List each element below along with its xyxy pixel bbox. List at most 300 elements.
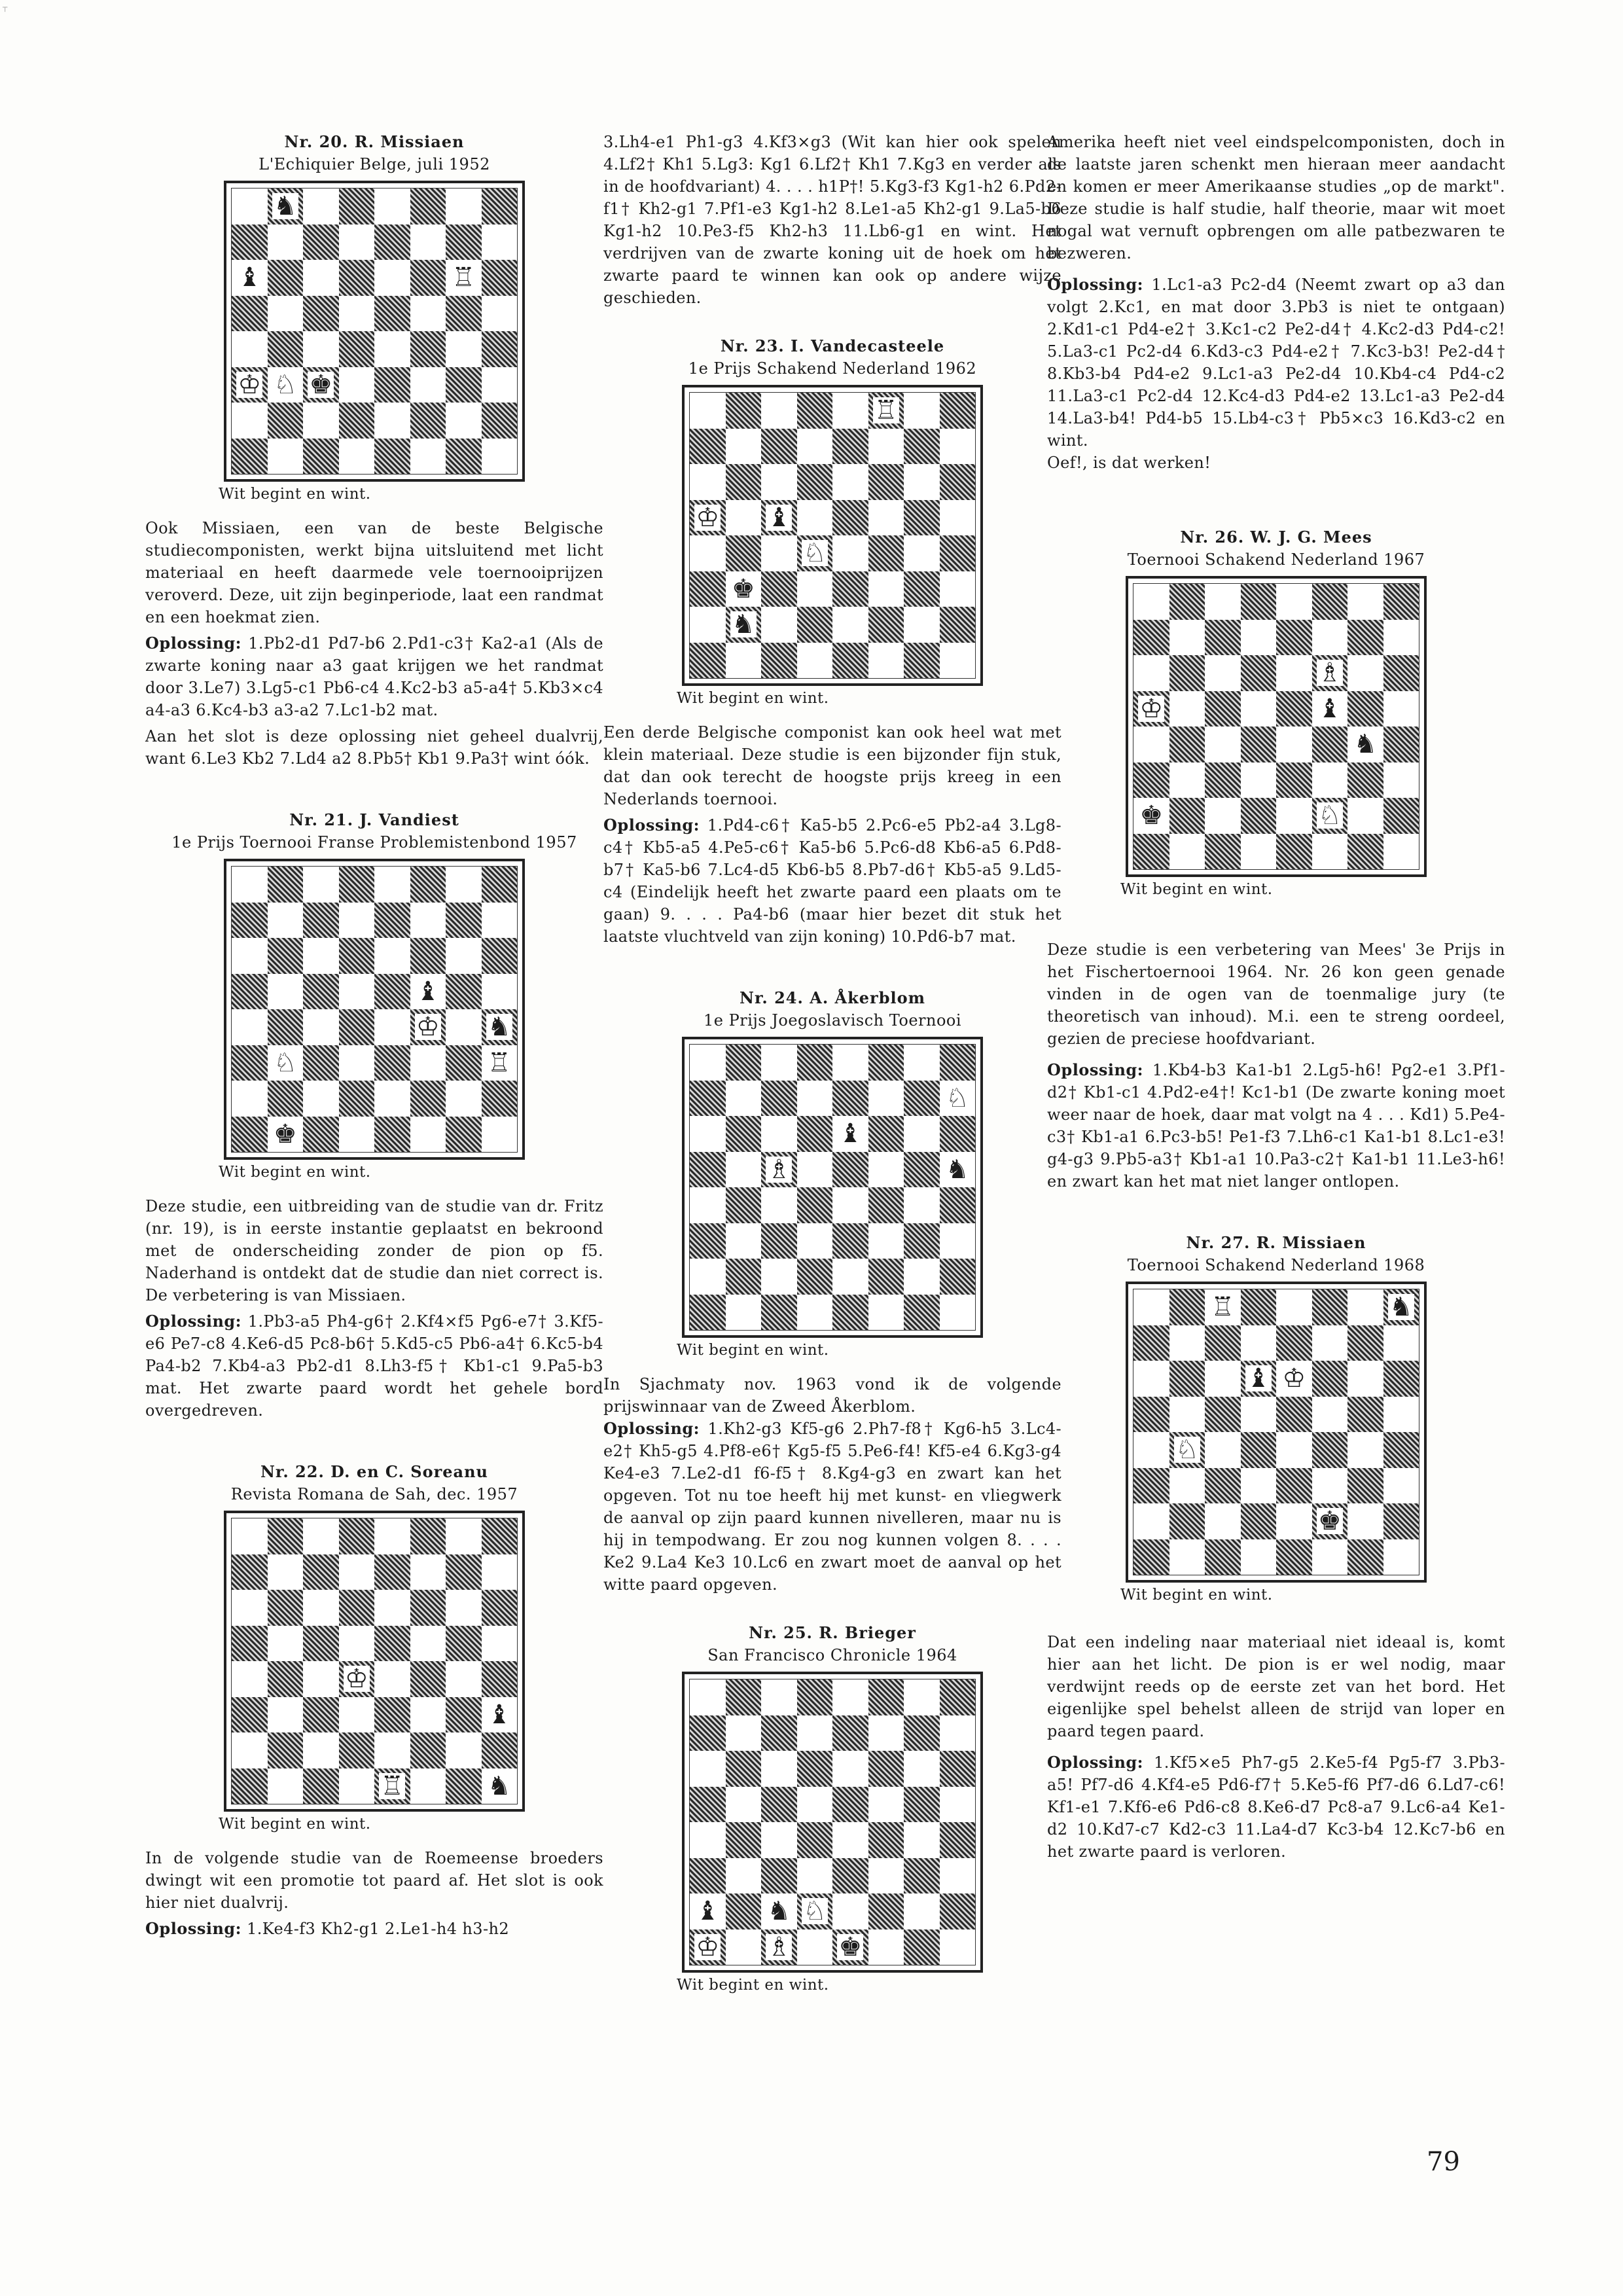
board-square: [339, 367, 375, 403]
board-square: [1241, 1325, 1277, 1361]
board-square: [1347, 1397, 1383, 1433]
board-square: [904, 1715, 940, 1751]
solution-label: Oplossing:: [145, 1919, 242, 1938]
board-square: [1312, 1539, 1348, 1575]
board-square: [374, 1732, 410, 1768]
board-square: [482, 1009, 518, 1045]
board-square: [868, 429, 904, 465]
board-square: [1312, 1325, 1348, 1361]
board-square: [446, 224, 482, 260]
board-square: [868, 1858, 904, 1894]
board-square: [832, 1787, 868, 1823]
board-square: [904, 1787, 940, 1823]
board-square: [868, 1187, 904, 1223]
board-square: [268, 331, 304, 367]
chess-piece-icon: ♗: [767, 1931, 791, 1962]
board-square: [904, 464, 940, 500]
board-square: [797, 1858, 833, 1894]
board-square: [1241, 1468, 1277, 1504]
column-1: [145, 131, 603, 1940]
board-square: [303, 1117, 339, 1153]
board-square: [482, 403, 518, 439]
board-square: [1133, 1397, 1169, 1433]
board-square: [1133, 1325, 1169, 1361]
board-square: [940, 1893, 976, 1929]
board-square: [482, 188, 518, 224]
chess-piece-icon: ♔: [1139, 693, 1164, 724]
board-square: [446, 1768, 482, 1804]
board-square: [868, 607, 904, 643]
board-square: [1169, 655, 1205, 691]
board-square: [940, 1787, 976, 1823]
chess-piece-icon: ♔: [696, 1931, 720, 1962]
board-square: [374, 331, 410, 367]
board-square: [1205, 655, 1241, 691]
board-square: [940, 1152, 976, 1188]
board-square: [339, 296, 375, 332]
board-square: [904, 1893, 940, 1929]
board-square: [1276, 1361, 1312, 1397]
board-square: [690, 500, 726, 536]
board-square: [446, 403, 482, 439]
board-square: [761, 1715, 797, 1751]
board-square: [268, 1732, 304, 1768]
board-square: [1169, 1539, 1205, 1575]
board-square: [1312, 1432, 1348, 1468]
board-square: [232, 331, 268, 367]
commentary: In Sjachmaty nov. 1963 vond ik de volgende prijswinnaar van de Zweed Åkerblom.: [603, 1375, 1061, 1416]
chess-piece-icon: ♔: [344, 1664, 368, 1695]
board-square: [832, 1715, 868, 1751]
board-square: [1383, 1468, 1419, 1504]
chess-diagram: [682, 1037, 983, 1338]
board-square: [940, 1187, 976, 1223]
chess-piece-icon: ♘: [273, 369, 297, 400]
board-square: [761, 393, 797, 429]
board-square: [410, 224, 446, 260]
board-square: [940, 1259, 976, 1295]
board-square: [482, 1045, 518, 1081]
board-square: [868, 1715, 904, 1751]
board-square: [832, 1893, 868, 1929]
board-square: [482, 1117, 518, 1153]
board-square: [1133, 691, 1169, 727]
board-square: [374, 1661, 410, 1697]
board-square: [1133, 726, 1169, 762]
board-square: [940, 1295, 976, 1331]
chess-piece-icon: ♔: [1282, 1363, 1306, 1394]
board-square: [410, 367, 446, 403]
board-square: [690, 1187, 726, 1223]
board-square: [690, 1858, 726, 1894]
board-square: [410, 188, 446, 224]
corner-mark: ┬: [3, 3, 8, 12]
board-square: [940, 1715, 976, 1751]
board-square: [232, 439, 268, 475]
chess-piece-icon: ♞: [731, 609, 755, 640]
board-square: [832, 1679, 868, 1715]
studie-title: Nr. 25. R. Brieger: [749, 1623, 916, 1642]
board-square: [482, 296, 518, 332]
board-square: [797, 1259, 833, 1295]
board-square: [446, 1590, 482, 1626]
board-square: [726, 1259, 762, 1295]
board-square: [303, 1009, 339, 1045]
studie-25: [603, 1622, 1061, 1995]
board-square: [1241, 1432, 1277, 1468]
board-square: [232, 1768, 268, 1804]
board-square: [446, 1554, 482, 1590]
board-square: [797, 1295, 833, 1331]
board-square: [726, 1152, 762, 1188]
studie-source: 1e Prijs Joegoslavisch Toernooi: [703, 1011, 962, 1030]
board-square: [446, 260, 482, 296]
board-square: [374, 1590, 410, 1626]
board-square: [446, 1661, 482, 1697]
board-square: [1169, 1468, 1205, 1504]
board-square: [232, 938, 268, 974]
board-square: [726, 535, 762, 571]
board-square: [446, 367, 482, 403]
board-square: [1312, 1503, 1348, 1539]
board-square: [446, 296, 482, 332]
board-square: [1383, 691, 1419, 727]
board-square: [797, 1751, 833, 1787]
board-square: [482, 1768, 518, 1804]
board-square: [410, 1081, 446, 1117]
studie-source: L'Echiquier Belge, juli 1952: [259, 155, 490, 173]
diagram-caption: Wit begint en wint.: [677, 1977, 829, 1994]
chess-piece-icon: ♞: [1353, 729, 1378, 760]
board-square: [303, 1518, 339, 1554]
board-square: [868, 1822, 904, 1858]
diagram-caption: Wit begint en wint.: [1120, 1587, 1273, 1604]
board-square: [1241, 726, 1277, 762]
board-square: [904, 1929, 940, 1965]
board-square: [410, 260, 446, 296]
board-square: [761, 535, 797, 571]
chess-diagram: [224, 1511, 525, 1812]
board-square: [1205, 584, 1241, 620]
board-square: [374, 1081, 410, 1117]
board-square: [268, 1626, 304, 1662]
board-square: [303, 439, 339, 475]
board-square: [761, 1787, 797, 1823]
board-square: [1383, 762, 1419, 798]
board-square: [1169, 1503, 1205, 1539]
board-square: [1276, 1539, 1312, 1575]
board-square: [268, 1081, 304, 1117]
board-square: [904, 1116, 940, 1152]
board-square: [268, 296, 304, 332]
board-square: [268, 867, 304, 903]
chess-piece-icon: ♖: [1211, 1292, 1235, 1323]
board-square: [1205, 691, 1241, 727]
board-square: [339, 1697, 375, 1733]
commentary: Een derde Belgische componist kan ook heel wat met klein materiaal. Deze studie is een bijzonder fijn stuk, dat dan ook terecht de hoogste prijs kreeg in een Nederlands toernooi.: [603, 723, 1061, 808]
board-square: [446, 1626, 482, 1662]
board-square: [303, 1732, 339, 1768]
commentary: Dat een indeling naar materiaal niet ideaal is, komt hier aan het licht. De pion is er wel nodig, maar verdwijnt reeds op de eerste zet van het bord. Het eigenlijke spel behelst alleen de strijd van loper en paard tegen paard.: [1047, 1633, 1505, 1740]
board-square: [690, 1223, 726, 1259]
board-square: [940, 535, 976, 571]
board-square: [761, 643, 797, 679]
board-square: [1383, 1397, 1419, 1433]
board-square: [832, 1751, 868, 1787]
board-square: [904, 571, 940, 607]
board-square: [303, 1081, 339, 1117]
board-square: [339, 1009, 375, 1045]
board-square: [904, 535, 940, 571]
board-square: [482, 1661, 518, 1697]
board-square: [832, 1152, 868, 1188]
diagram-caption: Wit begint en wint.: [677, 1342, 829, 1359]
board-square: [410, 1009, 446, 1045]
board-square: [374, 867, 410, 903]
column-2: [603, 131, 1061, 1995]
board-square: [1276, 1468, 1312, 1504]
board-square: [690, 1259, 726, 1295]
board-square: [690, 1152, 726, 1188]
board-square: [374, 938, 410, 974]
board-square: [232, 1554, 268, 1590]
board-square: [726, 500, 762, 536]
board-square: [868, 1929, 904, 1965]
board-square: [232, 403, 268, 439]
chess-piece-icon: ♖: [452, 262, 476, 293]
board-square: [726, 1081, 762, 1117]
board-square: [797, 1187, 833, 1223]
chess-diagram: [1126, 1282, 1427, 1583]
board-square: [1241, 834, 1277, 870]
board-square: [268, 1697, 304, 1733]
board-square: [940, 643, 976, 679]
board-square: [232, 1661, 268, 1697]
board-square: [726, 571, 762, 607]
board-square: [1347, 584, 1383, 620]
board-square: [1312, 655, 1348, 691]
board-square: [1205, 798, 1241, 834]
board-square: [303, 188, 339, 224]
board-square: [904, 1187, 940, 1223]
board-square: [940, 571, 976, 607]
board-square: [832, 1223, 868, 1259]
board-square: [339, 403, 375, 439]
board-square: [303, 1554, 339, 1590]
board-square: [482, 1697, 518, 1733]
board-square: [374, 224, 410, 260]
board-square: [446, 1009, 482, 1045]
board-square: [339, 1732, 375, 1768]
board-square: [303, 403, 339, 439]
board-square: [797, 1893, 833, 1929]
board-square: [940, 464, 976, 500]
board-square: [1133, 1361, 1169, 1397]
board-square: [268, 403, 304, 439]
board-square: [940, 1679, 976, 1715]
chess-piece-icon: ♞: [945, 1154, 969, 1185]
board-square: [374, 367, 410, 403]
board-square: [1169, 834, 1205, 870]
board-square: [232, 1117, 268, 1153]
board-square: [482, 974, 518, 1010]
board-square: [797, 571, 833, 607]
board-square: [1383, 584, 1419, 620]
board-square: [1205, 1361, 1241, 1397]
board-square: [268, 1554, 304, 1590]
board-square: [1312, 726, 1348, 762]
board-square: [1205, 1289, 1241, 1325]
board-square: [1347, 798, 1383, 834]
board-square: [904, 1751, 940, 1787]
board-square: [832, 1295, 868, 1331]
board-square: [303, 1626, 339, 1662]
board-square: [268, 1590, 304, 1626]
board-square: [726, 1893, 762, 1929]
board-square: [1205, 762, 1241, 798]
board-square: [374, 1626, 410, 1662]
board-square: [904, 1045, 940, 1081]
board-square: [410, 403, 446, 439]
board-square: [268, 439, 304, 475]
board-square: [1133, 1468, 1169, 1504]
board-square: [726, 1822, 762, 1858]
board-square: [374, 974, 410, 1010]
board-square: [1133, 584, 1169, 620]
board-square: [446, 1518, 482, 1554]
board-square: [797, 535, 833, 571]
chess-piece-icon: ♚: [309, 369, 333, 400]
board-square: [1347, 1361, 1383, 1397]
board-square: [339, 1045, 375, 1081]
board-square: [1312, 1289, 1348, 1325]
board-square: [832, 607, 868, 643]
board-square: [940, 1822, 976, 1858]
board-square: [482, 1626, 518, 1662]
board-square: [1347, 620, 1383, 656]
board-square: [1312, 1397, 1348, 1433]
studie-24: [603, 987, 1061, 1360]
board-square: [868, 464, 904, 500]
board-square: [690, 1822, 726, 1858]
board-square: [761, 1187, 797, 1223]
board-square: [374, 1518, 410, 1554]
board-square: [868, 1679, 904, 1715]
board-square: [232, 1697, 268, 1733]
board-square: [410, 1518, 446, 1554]
board-square: [1383, 726, 1419, 762]
board-square: [904, 1679, 940, 1715]
studie-21: [145, 809, 603, 1182]
board-square: [482, 1590, 518, 1626]
chess-piece-icon: ♝: [696, 1896, 720, 1927]
board-square: [690, 1045, 726, 1081]
board-square: [374, 1117, 410, 1153]
board-square: [1205, 1397, 1241, 1433]
board-square: [303, 1697, 339, 1733]
board-square: [1276, 655, 1312, 691]
board-square: [268, 1661, 304, 1697]
board-square: [868, 1295, 904, 1331]
board-square: [1133, 1539, 1169, 1575]
board-square: [726, 393, 762, 429]
studie-title: Nr. 21. J. Vandiest: [289, 810, 459, 829]
solution-text: 1.Pd4-c6† Ka5-b5 2.Pc6-e5 Pb2-a4 3.Lg8-c4† Kb5-a5 4.Pe5-c6† Ka5-b6 5.Pc6-d8 Kb6-a5 6.Pd8-b7† Ka5-b6 7.Lc4-d5 Kb6-b5 8.Pb7-d6† Kb5-a5 9.Ld5-c4 (Eindelijk heeft het zwarte paard een plaats om te gaan) 9. . . . Pa4-b6 (maar hier bezet dit stuk het laatste vluchtveld van zijn koning) 10.Pd6-b7 mat.: [603, 816, 1061, 946]
board-square: [1241, 620, 1277, 656]
board-square: [940, 429, 976, 465]
board-square: [1276, 834, 1312, 870]
studie-source: San Francisco Chronicle 1964: [707, 1646, 957, 1664]
chess-piece-icon: ♚: [731, 573, 755, 604]
board-square: [797, 1679, 833, 1715]
chess-piece-icon: ♞: [487, 1012, 511, 1043]
page-number: 79: [1427, 2147, 1460, 2177]
board-square: [904, 643, 940, 679]
board-square: [303, 867, 339, 903]
solution: [145, 632, 603, 721]
board-square: [232, 1590, 268, 1626]
board-square: [303, 903, 339, 939]
board-square: [303, 1661, 339, 1697]
solution-text: 1.Kb4-b3 Ka1-b1 2.Lg5-h6! Pg2-e1 3.Pf1-d2† Kb1-c1 4.Pd2-e4†! Kc1-b1 (De zwarte koning moet weer naar de hoek, daar mat volgt na 4 . . . Kd1) 5.Pe4-c3† Kb1-a1 6.Pc3-b5! Pe1-f3 7.Lh6-c1 Ka1-b1 8.Lc1-e3! g4-g3 9.Pb5-a3† Kb1-a1 10.Pa3-c2† Ka1-b1 11.Le3-h6! en zwart kan het mat niet langer ontlopen.: [1047, 1061, 1505, 1191]
solution-label: Oplossing:: [603, 1419, 700, 1438]
board-square: [1133, 798, 1169, 834]
board-square: [1383, 1361, 1419, 1397]
board-square: [1276, 1289, 1312, 1325]
board-square: [904, 429, 940, 465]
board-square: [303, 296, 339, 332]
board-square: [904, 500, 940, 536]
board-square: [410, 1045, 446, 1081]
board-square: [268, 903, 304, 939]
board-square: [868, 535, 904, 571]
board-square: [446, 1081, 482, 1117]
board-square: [1169, 1361, 1205, 1397]
studie-title: Nr. 22. D. en C. Soreanu: [260, 1462, 489, 1481]
board-square: [761, 1116, 797, 1152]
board-square: [374, 1045, 410, 1081]
board-square: [410, 1590, 446, 1626]
studie-source: 1e Prijs Schakend Nederland 1962: [688, 359, 977, 378]
board-square: [690, 1295, 726, 1331]
board-square: [410, 1732, 446, 1768]
diagram-caption: Wit begint en wint.: [219, 486, 371, 503]
board-square: [482, 367, 518, 403]
board-square: [339, 974, 375, 1010]
board-square: [726, 1045, 762, 1081]
board-square: [690, 1081, 726, 1117]
board-square: [690, 1929, 726, 1965]
board-square: [1241, 655, 1277, 691]
studie-source: 1e Prijs Toernooi Franse Problemistenbond 1957: [171, 833, 577, 852]
board-square: [268, 224, 304, 260]
board-square: [268, 367, 304, 403]
board-square: [904, 393, 940, 429]
board-square: [1169, 1289, 1205, 1325]
board-square: [446, 1045, 482, 1081]
board-square: [232, 367, 268, 403]
board-square: [832, 1045, 868, 1081]
board-square: [797, 393, 833, 429]
board-square: [482, 903, 518, 939]
board-square: [761, 1152, 797, 1188]
board-square: [1169, 1397, 1205, 1433]
board-square: [1169, 798, 1205, 834]
board-square: [690, 643, 726, 679]
board-square: [410, 938, 446, 974]
board-square: [410, 1768, 446, 1804]
board-square: [690, 429, 726, 465]
